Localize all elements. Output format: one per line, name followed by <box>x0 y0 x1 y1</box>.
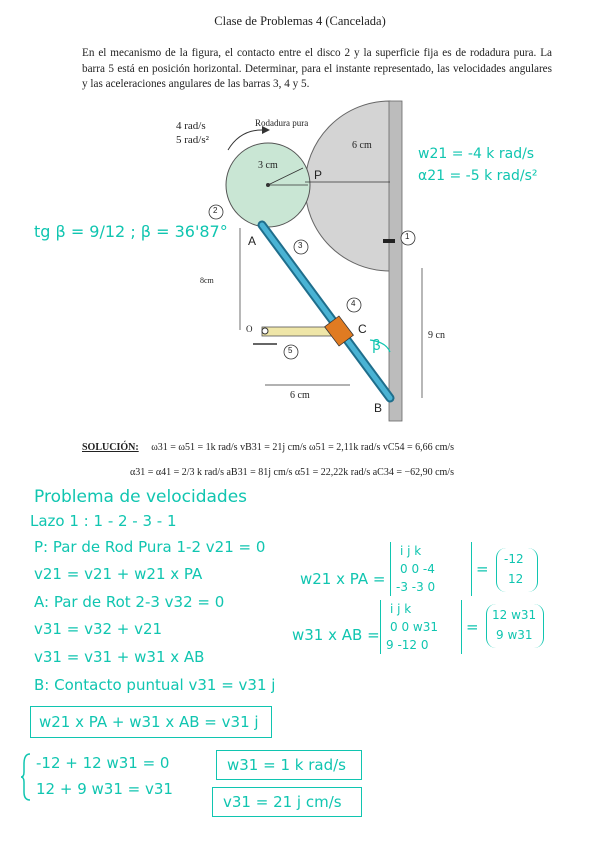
note-v31a: v31 = v32 + v21 <box>34 620 163 638</box>
notes-title: Problema de velocidades <box>34 487 248 507</box>
matrix1-label: w21 x PA = <box>300 570 386 588</box>
matrix1-row1: i j k <box>400 544 422 558</box>
note-v31b: v31 = v31 + w31 x AB <box>34 648 205 666</box>
label-a: A <box>248 234 257 248</box>
matrix1-row3: -3 -3 0 <box>396 580 436 594</box>
result-v31: v31 = 21 j cm/s <box>223 793 342 811</box>
page-title: Clase de Problemas 4 (Cancelada) <box>214 14 386 28</box>
num-2: 2 <box>213 206 218 215</box>
matrix2-res1: 12 w31 <box>492 608 537 622</box>
dim-6cm-top: 6 cm <box>352 140 372 151</box>
rodadura-label: Rodadura pura <box>255 118 309 128</box>
note-par-rod: P: Par de Rod Pura 1-2 v21 = 0 <box>34 538 266 556</box>
matrix1-res2: 12 <box>508 572 524 586</box>
alpha-label: 5 rad/s² <box>176 134 209 146</box>
matrix2-row3: 9 -12 0 <box>386 638 429 652</box>
a21-note: α21 = -5 k rad/s² <box>418 168 538 184</box>
note-contacto: B: Contacto puntual v31 = v31 j <box>34 676 276 694</box>
matrix2-res2: 9 w31 <box>496 628 533 642</box>
num-4: 4 <box>351 299 356 308</box>
matrix1-row2: 0 0 -4 <box>400 562 435 576</box>
note-lazo: Lazo 1 : 1 - 2 - 3 - 1 <box>30 512 177 530</box>
dim-8cm: 8cm <box>200 276 214 285</box>
result-box-2 <box>212 787 362 817</box>
dim-3cm: 3 cm <box>258 160 278 171</box>
disk-center <box>266 183 270 187</box>
equation-box <box>30 706 272 738</box>
result-w31: w31 = 1 k rad/s <box>227 756 346 774</box>
pin-o <box>262 328 268 334</box>
contact-mark <box>383 239 395 243</box>
system-brace <box>20 752 34 802</box>
note-par-rot: A: Par de Rot 2-3 v32 = 0 <box>34 593 225 611</box>
matrix2-row2: 0 0 w31 <box>390 620 438 634</box>
system-eq-1: -12 + 12 w31 = 0 <box>36 754 170 772</box>
label-o: O <box>246 324 253 334</box>
tg-beta-note: tg β = 9/12 ; β = 36'87° <box>34 222 228 241</box>
system-eq-2: 12 + 9 w31 = v31 <box>36 780 173 798</box>
label-c: C <box>358 322 367 336</box>
matrix1-res1: -12 <box>504 552 524 566</box>
w21-note: w21 = -4 k rad/s <box>418 146 535 162</box>
vertical-wall <box>389 101 402 421</box>
solution-values-1: ω31 = ω51 = 1k rad/s vB31 = 21j cm/s ω51 = 2,11k rad/s vC54 = 6,66 cm/s <box>151 442 455 453</box>
matrix1-eq: = <box>476 560 489 578</box>
num-3: 3 <box>298 241 303 250</box>
matrix2-label: w31 x AB = <box>292 626 380 644</box>
label-p: P <box>314 168 323 182</box>
solution-values-2: α31 = α41 = 2/3 k rad/s aB31 = 81j cm/s α51 = 22,22k rad/s aC34 = −62,90 cm/s <box>130 467 454 478</box>
num-1: 1 <box>405 232 410 241</box>
matrix2-row1: i j k <box>390 602 412 616</box>
solution-label: SOLUCIÓN: <box>82 442 139 453</box>
num-5: 5 <box>288 346 293 355</box>
omega-label: 4 rad/s <box>176 120 206 132</box>
problem-statement: En el mecanismo de la figura, el contacto entre el disco 2 y la superficie fija es de rodadura pura. La barra 5 está en posición horizontal. Determinar, para el instante representado, las velocidades angulares y las aceleraciones angulares de las barras 3, 4 y 5. <box>82 47 552 90</box>
fixed-half-disk <box>305 101 390 271</box>
equation-text: w21 x PA + w31 x AB = v31 j <box>39 713 259 731</box>
dim-6cm-bottom: 6 cm <box>290 390 310 401</box>
dim-9cm: 9 cn <box>428 330 445 341</box>
matrix2-eq: = <box>466 618 479 636</box>
note-v21: v21 = v21 + w21 x PA <box>34 565 203 583</box>
label-beta: β <box>372 338 381 354</box>
label-b: B <box>374 401 383 415</box>
result-box-1 <box>216 750 362 780</box>
